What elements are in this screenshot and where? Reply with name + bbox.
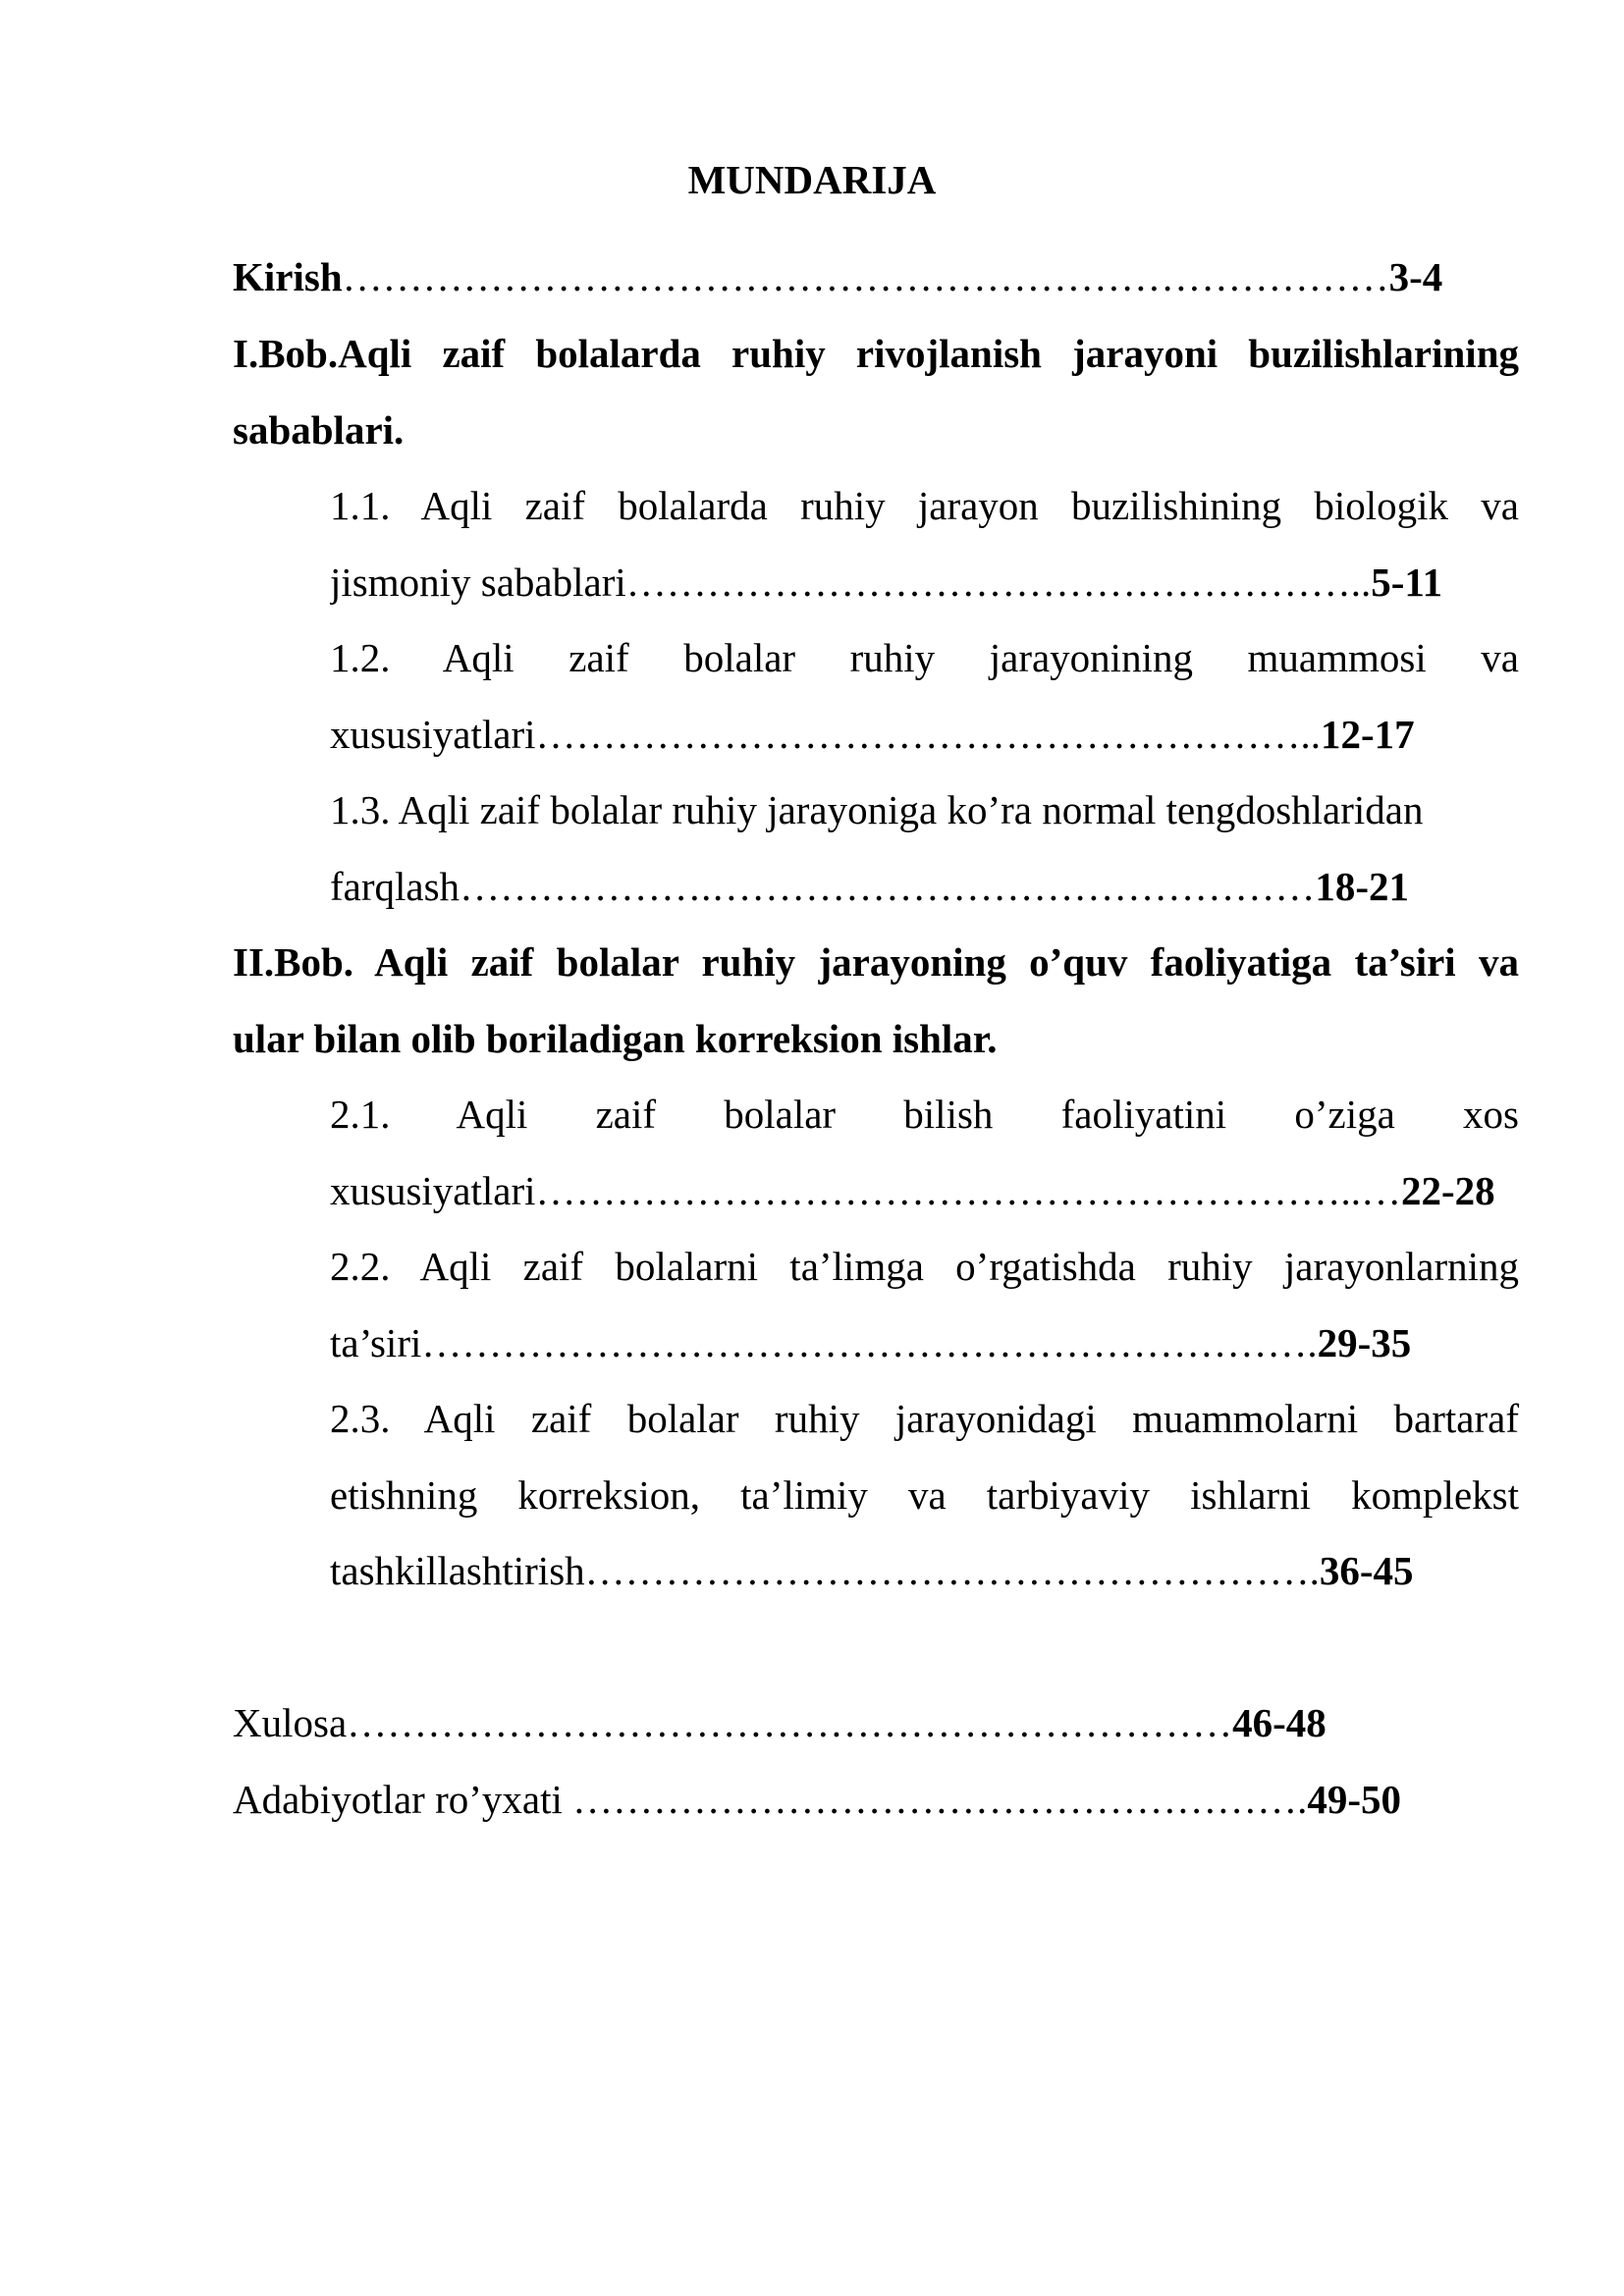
toc-entry-kirish (233, 252, 1519, 301)
toc-entry-label: tashkillashtirish (330, 1548, 585, 1593)
toc-page-number: 3-4 (1388, 254, 1443, 299)
toc-leader-dots: …………………………………………………………………… (342, 254, 1389, 299)
page-title: MUNDARIJA (687, 157, 937, 202)
toc-leader-dots: ……………………………………………….. (625, 560, 1372, 605)
toc-chapter-1-line1: I.Bob.Aqli zaif bolalarda ruhiy rivojlanish jarayoni buzilishlarining (233, 331, 1519, 376)
toc-section-2-1-line1: 2.1. Aqli zaif bolalar bilish faoliyatini o’ziga xos (330, 1092, 1519, 1137)
toc-leader-dots: …………………………………………………………. (421, 1320, 1318, 1365)
toc-section-2-3-line1: 2.3. Aqli zaif bolalar ruhiy jarayonidagi muammolarni bartaraf (330, 1396, 1519, 1441)
toc-entry-adabiyotlar (233, 1775, 1519, 1824)
toc-section-2-3-line2: etishning korreksion, ta’limiy va tarbiyaviy ishlarni komplekst (330, 1472, 1519, 1518)
toc-entry-xulosa (233, 1698, 1519, 1747)
toc-page-number: 49-50 (1307, 1777, 1402, 1822)
toc-section-2-2-line1: 2.2. Aqli zaif bolalarni ta’limga o’rgatishda ruhiy jarayonlarning (330, 1244, 1519, 1289)
toc-page-number: 29-35 (1317, 1320, 1412, 1365)
toc-section-2-3-line3 (330, 1546, 1519, 1595)
toc-page-number: 22-28 (1401, 1168, 1495, 1213)
toc-page-number: 12-17 (1321, 712, 1415, 757)
toc-entry-label: Xulosa (233, 1700, 348, 1745)
toc-chapter-1-line2: sabablari. (233, 407, 405, 453)
toc-section-2-1-line2 (330, 1166, 1519, 1215)
toc-chapter-2-line2: ular bilan olib boriladigan korreksion ishlar. (233, 1016, 998, 1061)
toc-entry-label: farqlash (330, 864, 460, 909)
toc-section-1-1-line2 (330, 558, 1519, 607)
toc-leader-dots: ……………….……………………………………… (460, 864, 1316, 909)
toc-leader-dots: ………………………………………………. (572, 1777, 1308, 1822)
toc-entry-label: Kirish (233, 254, 343, 299)
toc-entry-label: Adabiyotlar ro’yxati (233, 1777, 573, 1822)
toc-page-number: 5-11 (1371, 560, 1443, 605)
toc-section-1-2-line1: 1.2. Aqli zaif bolalar ruhiy jarayonining muammosi va (330, 635, 1519, 680)
toc-leader-dots: ……………………………………………………..… (535, 1168, 1402, 1213)
toc-entry-label: jismoniy sabablari (330, 560, 626, 605)
toc-section-1-3-line2 (330, 862, 1519, 911)
toc-section-2-2-line2 (330, 1318, 1519, 1367)
toc-section-1-1-line1: 1.1. Aqli zaif bolalarda ruhiy jarayon buzilishining biologik va (330, 483, 1519, 528)
toc-leader-dots: ………………………………………………….. (535, 712, 1322, 757)
toc-entry-label: ta’siri (330, 1320, 422, 1365)
toc-chapter-2-line1: II.Bob. Aqli zaif bolalar ruhiy jarayoning o’quv faoliyatiga ta’siri va (233, 939, 1519, 985)
toc-page-number: 18-21 (1315, 864, 1409, 909)
toc-entry-label: xususiyatlari (330, 1168, 536, 1213)
toc-entry-label: xususiyatlari (330, 712, 536, 757)
toc-page-number: 46-48 (1232, 1700, 1326, 1745)
toc-section-1-3-line1: 1.3. Aqli zaif bolalar ruhiy jarayoniga ko’ra normal tengdoshlaridan (330, 787, 1424, 832)
toc-leader-dots: ………………………………………………………… (347, 1700, 1233, 1745)
toc-page-number: 36-45 (1319, 1548, 1414, 1593)
toc-section-1-2-line2 (330, 710, 1519, 759)
toc-leader-dots: ………………………………………………. (584, 1548, 1320, 1593)
